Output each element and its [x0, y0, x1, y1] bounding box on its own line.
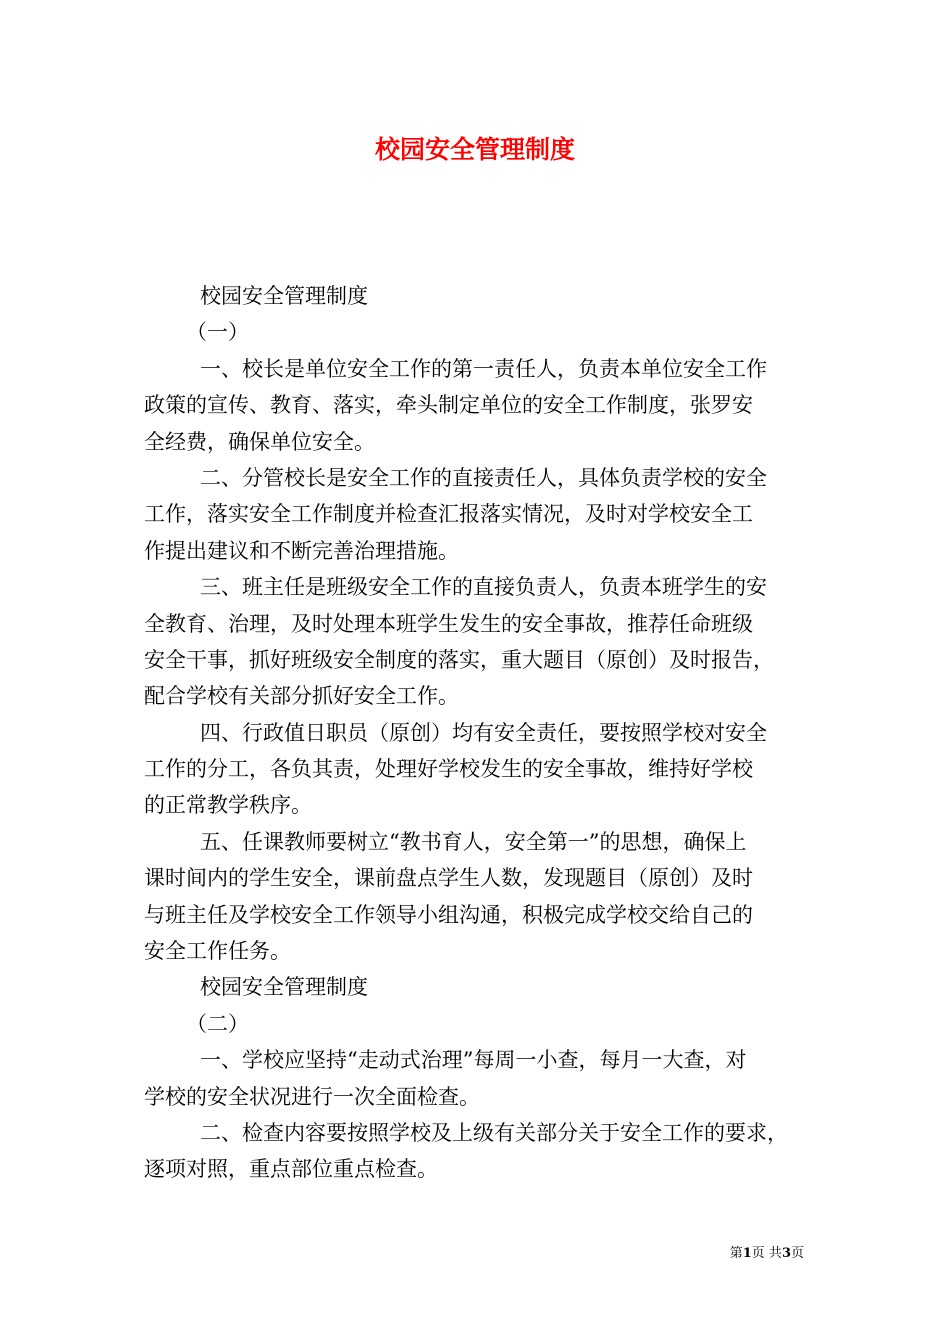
paragraph-line: 工作，落实安全工作制度并检查汇报落实情况，及时对学校安全工 — [144, 502, 753, 527]
document-title: 校园安全管理制度 — [374, 135, 575, 164]
section-number: （二） — [186, 1011, 249, 1036]
paragraph-line: 四、行政值日职员（原创）均有安全责任，要按照学校对安全 — [200, 720, 767, 745]
footer-middle: 页 共 — [751, 1246, 782, 1261]
paragraph-line: 全教育、治理，及时处理本班学生发生的安全事故，推荐任命班级 — [144, 611, 753, 636]
paragraph-line: 安全工作任务。 — [144, 939, 291, 964]
paragraph-line: 五、任课教师要树立“教书育人，安全第一”的思想，确保上 — [200, 829, 747, 854]
section-heading: 校园安全管理制度 — [200, 975, 368, 1000]
paragraph-line: 一、校长是单位安全工作的第一责任人，负责本单位安全工作 — [200, 356, 767, 381]
paragraph-line: 作提出建议和不断完善治理措施。 — [144, 538, 459, 563]
paragraph-line: 全经费，确保单位安全。 — [144, 429, 375, 454]
paragraph-line: 学校的安全状况进行一次全面检查。 — [144, 1084, 480, 1109]
paragraph-line: 配合学校有关部分抓好安全工作。 — [144, 684, 459, 709]
paragraph-line: 安全干事，抓好班级安全制度的落实，重大题目（原创）及时报告， — [144, 647, 774, 672]
paragraph-line: 课时间内的学生安全，课前盘点学生人数，发现题目（原创）及时 — [144, 866, 753, 891]
footer-total-pages: 3 — [781, 1246, 791, 1261]
paragraph-line: 二、检查内容要按照学校及上级有关部分关于安全工作的要求， — [200, 1120, 788, 1145]
footer-current-page: 1 — [742, 1246, 752, 1261]
page-number — [730, 1245, 804, 1263]
document-body — [144, 278, 808, 1188]
footer-suffix: 页 — [790, 1246, 804, 1261]
paragraph-line: 工作的分工，各负其责，处理好学校发生的安全事故，维持好学校 — [144, 757, 753, 782]
paragraph-line: 与班主任及学校安全工作领导小组沟通，积极完成学校交给自己的 — [144, 902, 753, 927]
footer-prefix: 第 — [729, 1246, 743, 1261]
paragraph-line: 逐项对照，重点部位重点检查。 — [144, 1157, 438, 1182]
paragraph-line: 三、班主任是班级安全工作的直接负责人，负责本班学生的安 — [200, 575, 767, 600]
paragraph-line: 二、分管校长是安全工作的直接责任人，具体负责学校的安全 — [200, 465, 767, 490]
section-number: （一） — [186, 320, 249, 345]
paragraph-line: 政策的宣传、教育、落实，牵头制定单位的安全工作制度，张罗安 — [144, 393, 753, 418]
section-heading: 校园安全管理制度 — [200, 284, 368, 308]
paragraph-line: 的正常教学秩序。 — [144, 793, 312, 818]
paragraph-line: 一、学校应坚持“走动式治理”每周一小查，每月一大查，对 — [200, 1048, 747, 1073]
